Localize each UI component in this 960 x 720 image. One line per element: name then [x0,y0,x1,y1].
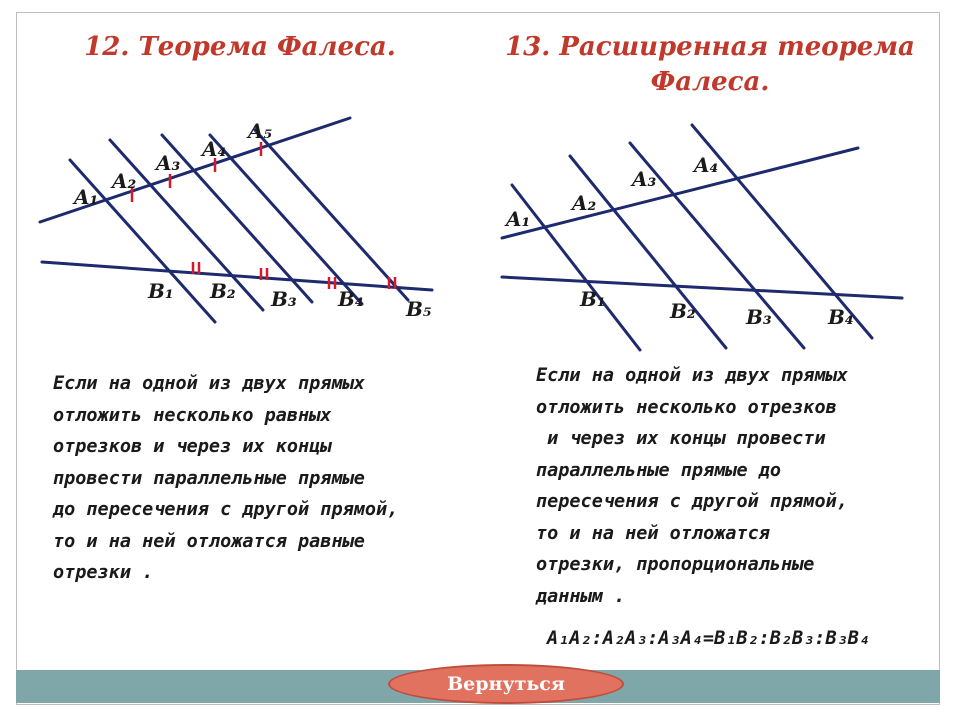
left-parallel-5 [255,130,408,300]
proportion-formula: A₁A₂:A₂A₃:A₃A₄=B₁B₂:B₂B₃:B₃B₄ [547,628,871,649]
left-labels [72,119,432,321]
label-a4-right: A₄ [694,153,719,177]
label-b2-right: B₂ [670,299,696,323]
label-b1-right: B₁ [580,287,606,311]
left-parallel-2 [110,140,263,310]
label-a5-left: A₅ [248,119,273,143]
label-b4-left: B₄ [338,287,364,311]
label-a1-left: A₁ [74,185,99,209]
label-b3-left: B₃ [271,287,297,311]
left-figure [40,118,432,322]
left-title: 12. Теорема Фалеса. [84,32,396,62]
left-line-b [42,262,432,290]
right-theorem-text: Если на одной из двух прямых отложить несколько отрезков и через их концы провести параллельные прямые до пересечения с другой прямой, то и на ней отложатся отрезки, пропорциональные данным . [536,365,848,607]
right-line-a [502,148,858,238]
label-b2-left: B₂ [210,279,236,303]
label-b4-right: B₄ [828,305,854,329]
back-button[interactable]: Вернуться [388,664,624,704]
label-a2-right: A₂ [572,191,597,215]
label-b1-left: B₁ [148,279,174,303]
label-a4-left: A₄ [202,137,227,161]
right-line-b [502,277,902,298]
label-b3-right: B₃ [746,305,772,329]
label-a2-left: A₂ [112,169,137,193]
left-theorem-text: Если на одной из двух прямых отложить несколько равных отрезков и через их концы провести параллельные прямые до пересечения с другой прямой, то и на ней отложатся равные отрезки . [53,373,399,583]
label-a1-right: A₁ [506,207,531,231]
label-b5-left: B₅ [406,297,432,321]
label-a3-right: A₃ [632,167,657,191]
label-a3-left: A₃ [156,151,181,175]
right-title: 13. Расширенная теорема Фалеса. [505,32,915,98]
